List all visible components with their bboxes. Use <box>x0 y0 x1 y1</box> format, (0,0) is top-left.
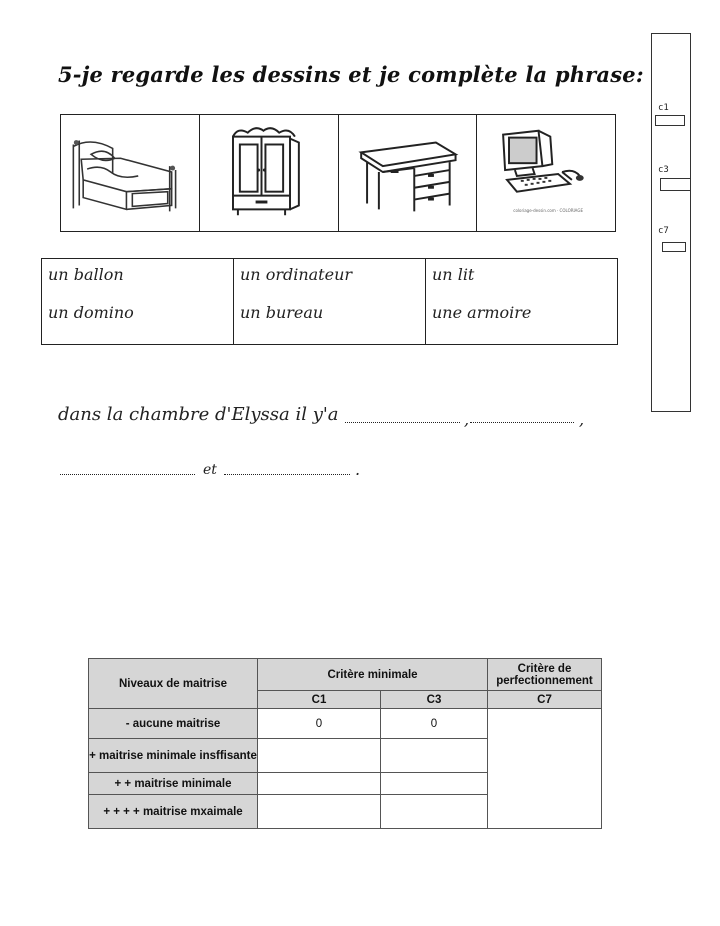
sentence-et: et <box>203 462 217 478</box>
picture-cell-bed <box>61 115 200 231</box>
picture-caption: coloriage-dessin.com · COLORIAGE <box>513 208 583 213</box>
level-label: - aucune maitrise <box>89 709 258 739</box>
sentence-comma: , <box>464 410 470 429</box>
answer-blank-4[interactable] <box>224 474 350 475</box>
header-c3: C3 <box>381 691 488 709</box>
word-option: un lit <box>432 265 475 284</box>
score-cell-c7[interactable] <box>488 709 602 829</box>
grading-table <box>88 658 602 829</box>
word-option: une armoire <box>432 303 532 322</box>
word-option: un ordinateur <box>240 265 353 284</box>
criterion-label-c1: c1 <box>658 103 669 113</box>
criterion-box-c7[interactable] <box>662 242 686 252</box>
score-cell-c1[interactable] <box>258 795 381 829</box>
score-cell-c3[interactable] <box>381 773 488 795</box>
criterion-box-c3[interactable] <box>660 178 691 191</box>
answer-blank-1[interactable] <box>345 422 460 423</box>
criterion-box-c1[interactable] <box>655 115 685 126</box>
word-column <box>42 259 234 344</box>
header-perf-criteria: Critère de perfectionnement <box>488 659 602 691</box>
word-column <box>426 259 617 344</box>
level-label: + maitrise minimale insffisante <box>89 739 258 773</box>
score-cell-c1[interactable] <box>258 773 381 795</box>
bed-icon <box>61 115 199 231</box>
sentence-end: . <box>355 460 361 479</box>
header-min-criteria: Critère minimale <box>258 659 488 691</box>
exercise-title: 5-je regarde les dessins et je complète la phrase: <box>58 62 644 87</box>
picture-cell-wardrobe <box>200 115 339 231</box>
header-c7: C7 <box>488 691 602 709</box>
criterion-label-c7: c7 <box>658 226 669 236</box>
answer-blank-2[interactable] <box>470 422 574 423</box>
answer-blank-3[interactable] <box>60 474 195 475</box>
picture-cell-desk <box>339 115 478 231</box>
computer-icon <box>477 115 615 231</box>
criterion-label-c3: c3 <box>658 165 669 175</box>
score-cell-c1[interactable] <box>258 739 381 773</box>
header-c1: C1 <box>258 691 381 709</box>
desk-icon <box>339 115 477 231</box>
picture-cell-computer <box>477 115 615 231</box>
word-table <box>41 258 618 345</box>
pictures-row <box>60 114 616 232</box>
score-cell-c3[interactable] <box>381 739 488 773</box>
score-cell-c3[interactable]: 0 <box>381 709 488 739</box>
wardrobe-icon <box>200 115 338 231</box>
header-levels: Niveaux de maitrise <box>89 659 258 709</box>
word-option: un bureau <box>240 303 324 322</box>
sentence-start: dans la chambre d'Elyssa il y'a <box>58 404 339 425</box>
score-cell-c1[interactable]: 0 <box>258 709 381 739</box>
criteria-panel <box>651 33 691 412</box>
score-cell-c3[interactable] <box>381 795 488 829</box>
word-option: un domino <box>48 303 134 322</box>
level-label: + + + + maitrise mxaimale <box>89 795 258 829</box>
word-column <box>234 259 426 344</box>
level-label: + + maitrise minimale <box>89 773 258 795</box>
sentence-comma: , <box>579 410 585 429</box>
word-option: un ballon <box>48 265 124 284</box>
